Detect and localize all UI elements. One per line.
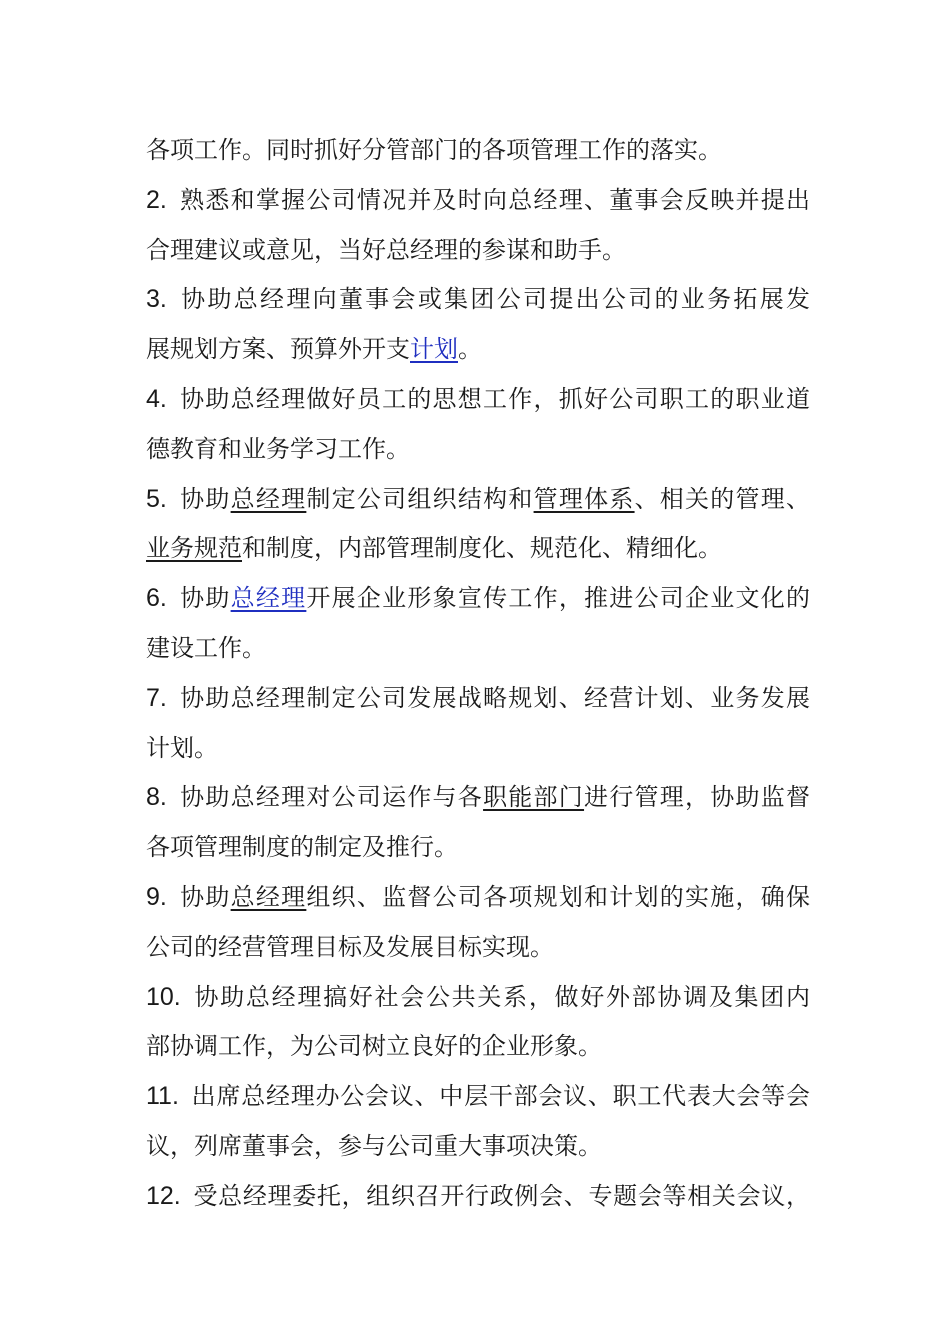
item-8-line-2: 各项管理制度的制定及推行。 xyxy=(146,833,458,862)
item-7-line-1 xyxy=(146,674,810,724)
item-text: 制定公司组织结构和 xyxy=(306,484,534,513)
item-text: 受总经理委托，组织召开行政例会、专题会等相关会议， xyxy=(192,1181,810,1210)
item-4-line-1 xyxy=(146,375,810,425)
management-system-term: 管理体系 xyxy=(533,484,635,513)
item-number: 5. xyxy=(146,484,167,513)
item-number: 12. xyxy=(146,1181,181,1210)
item-text: 协助总经理对公司运作与各 xyxy=(178,783,484,812)
functional-departments-term: 职能部门 xyxy=(483,783,585,812)
item-text: 协助 xyxy=(178,882,231,911)
item-text: 协助总经理制定公司发展战略规划、经营计划、业务发展 xyxy=(178,683,810,712)
item-2-line-1 xyxy=(146,176,810,226)
item-7-line-2: 计划。 xyxy=(146,733,218,762)
item-text: 展规划方案、预算外开支 xyxy=(146,335,410,364)
item-text: 熟悉和掌握公司情况并及时向总经理、董事会反映并提出 xyxy=(178,185,810,214)
item-number: 7. xyxy=(146,683,167,712)
item-text: 开展企业形象宣传工作，推进公司企业文化的 xyxy=(306,584,811,613)
item-4-line-2: 德教育和业务学习工作。 xyxy=(146,434,410,463)
item-2-line-2: 合理建议或意见，当好总经理的参谋和助手。 xyxy=(146,235,626,264)
item-text: 出席总经理办公会议、中层干部会议、职工代表大会等会 xyxy=(190,1082,810,1111)
plan-link[interactable]: 计划 xyxy=(410,335,458,364)
item-5-line-2 xyxy=(146,524,810,574)
general-manager-term: 总经理 xyxy=(230,484,307,513)
item-text: 协助总经理搞好社会公共关系，做好外部协调及集团内 xyxy=(192,982,810,1011)
item-number: 6. xyxy=(146,584,167,613)
item-11-line-1 xyxy=(146,1072,810,1122)
item-12-line-1 xyxy=(146,1172,810,1222)
item-number: 11. xyxy=(146,1082,179,1111)
item-9-line-1 xyxy=(146,873,810,923)
item-10-line-1 xyxy=(146,973,810,1023)
paragraph-continuation: 各项工作。同时抓好分管部门的各项管理工作的落实。 xyxy=(146,136,722,164)
item-3-line-2 xyxy=(146,325,810,375)
item-text: 。 xyxy=(458,335,482,364)
item-6-line-1 xyxy=(146,574,810,624)
item-text: 协助总经理向董事会或集团公司提出公司的业务拓展发 xyxy=(178,285,810,314)
item-text: 和制度，内部管理制度化、规范化、精细化。 xyxy=(242,534,722,563)
general-manager-link[interactable]: 总经理 xyxy=(230,584,307,613)
item-number: 2. xyxy=(146,185,167,214)
item-3-line-1 xyxy=(146,275,810,325)
business-norms-term: 业务规范 xyxy=(146,534,242,563)
item-text: 协助 xyxy=(178,484,231,513)
item-number: 10. xyxy=(146,982,181,1011)
item-11-line-2: 议，列席董事会，参与公司重大事项决策。 xyxy=(146,1131,602,1160)
item-text: 进行管理，协助监督 xyxy=(584,783,811,812)
item-9-line-2: 公司的经营管理目标及发展目标实现。 xyxy=(146,932,554,961)
general-manager-term: 总经理 xyxy=(230,882,307,911)
item-number: 8. xyxy=(146,783,167,812)
item-text: 组织、监督公司各项规划和计划的实施，确保 xyxy=(306,882,811,911)
item-text: 协助 xyxy=(178,584,231,613)
item-10-line-2: 部协调工作，为公司树立良好的企业形象。 xyxy=(146,1032,602,1061)
item-6-line-2: 建设工作。 xyxy=(146,633,266,662)
item-number: 9. xyxy=(146,882,167,911)
item-text: 、相关的管理、 xyxy=(634,484,811,513)
item-text: 协助总经理做好员工的思想工作，抓好公司职工的职业道 xyxy=(178,384,810,413)
item-8-line-1 xyxy=(146,773,810,823)
document-page xyxy=(146,126,810,1222)
item-number: 4. xyxy=(146,384,167,413)
item-5-line-1 xyxy=(146,475,810,525)
item-number: 3. xyxy=(146,285,167,314)
